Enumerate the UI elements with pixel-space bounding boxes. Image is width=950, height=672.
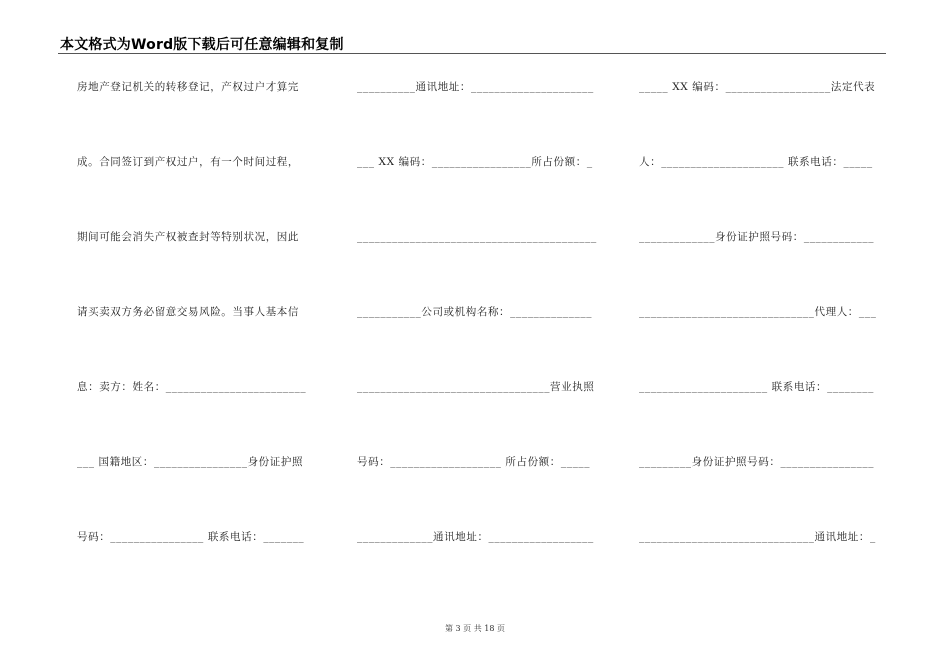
text-line: _________________________________营业执照 bbox=[357, 381, 595, 393]
text-line: ___________公司或机构名称：______________ bbox=[357, 306, 593, 318]
header-title: 本文格式为Word版下载后可任意编辑和复制 bbox=[60, 37, 344, 53]
text-line: 期间可能会消失产权被查封等特别状况，因此 bbox=[77, 231, 299, 243]
page-number: 第 3 页 共 18 页 bbox=[445, 624, 505, 633]
text-line: _____________通讯地址：__________________ bbox=[357, 531, 594, 543]
text-line: 人：_____________________ 联系电话：_____ bbox=[639, 156, 873, 168]
text-line: _________身份证护照号码：________________ bbox=[639, 456, 875, 468]
text-column-1 bbox=[77, 75, 323, 615]
text-line: 号码：________________ 联系电话：_______ bbox=[77, 531, 305, 543]
text-line: ______________________________通讯地址：_ bbox=[639, 531, 876, 543]
header-divider bbox=[58, 53, 886, 54]
text-line: 息：卖方：姓名：________________________ bbox=[77, 381, 307, 393]
text-line: _____ XX 编码：__________________法定代表 bbox=[639, 81, 876, 93]
text-line: 成。合同签订到产权过户，有一个时间过程， bbox=[77, 156, 299, 168]
text-line: ______________________________代理人：___ bbox=[639, 306, 877, 318]
text-line: 号码：___________________ 所占份额：_____ bbox=[357, 456, 591, 468]
text-line: __________通讯地址：_____________________ bbox=[357, 81, 594, 93]
text-line: 房地产登记机关的转移登记，产权过户才算完 bbox=[77, 81, 299, 93]
text-line: ___ 国籍地区：________________身份证护照 bbox=[77, 456, 304, 468]
text-column-2 bbox=[357, 75, 604, 615]
text-line: 请买卖双方务必留意交易风险。当事人基本信 bbox=[77, 306, 299, 318]
text-line: _________________________________________ bbox=[357, 231, 597, 243]
text-line: ______________________ 联系电话：________ bbox=[639, 381, 874, 393]
text-line: ___ XX 编码：_________________所占份额：_ bbox=[357, 156, 593, 168]
text-column-3 bbox=[639, 75, 886, 615]
text-line: _____________身份证护照号码：____________ bbox=[639, 231, 875, 243]
